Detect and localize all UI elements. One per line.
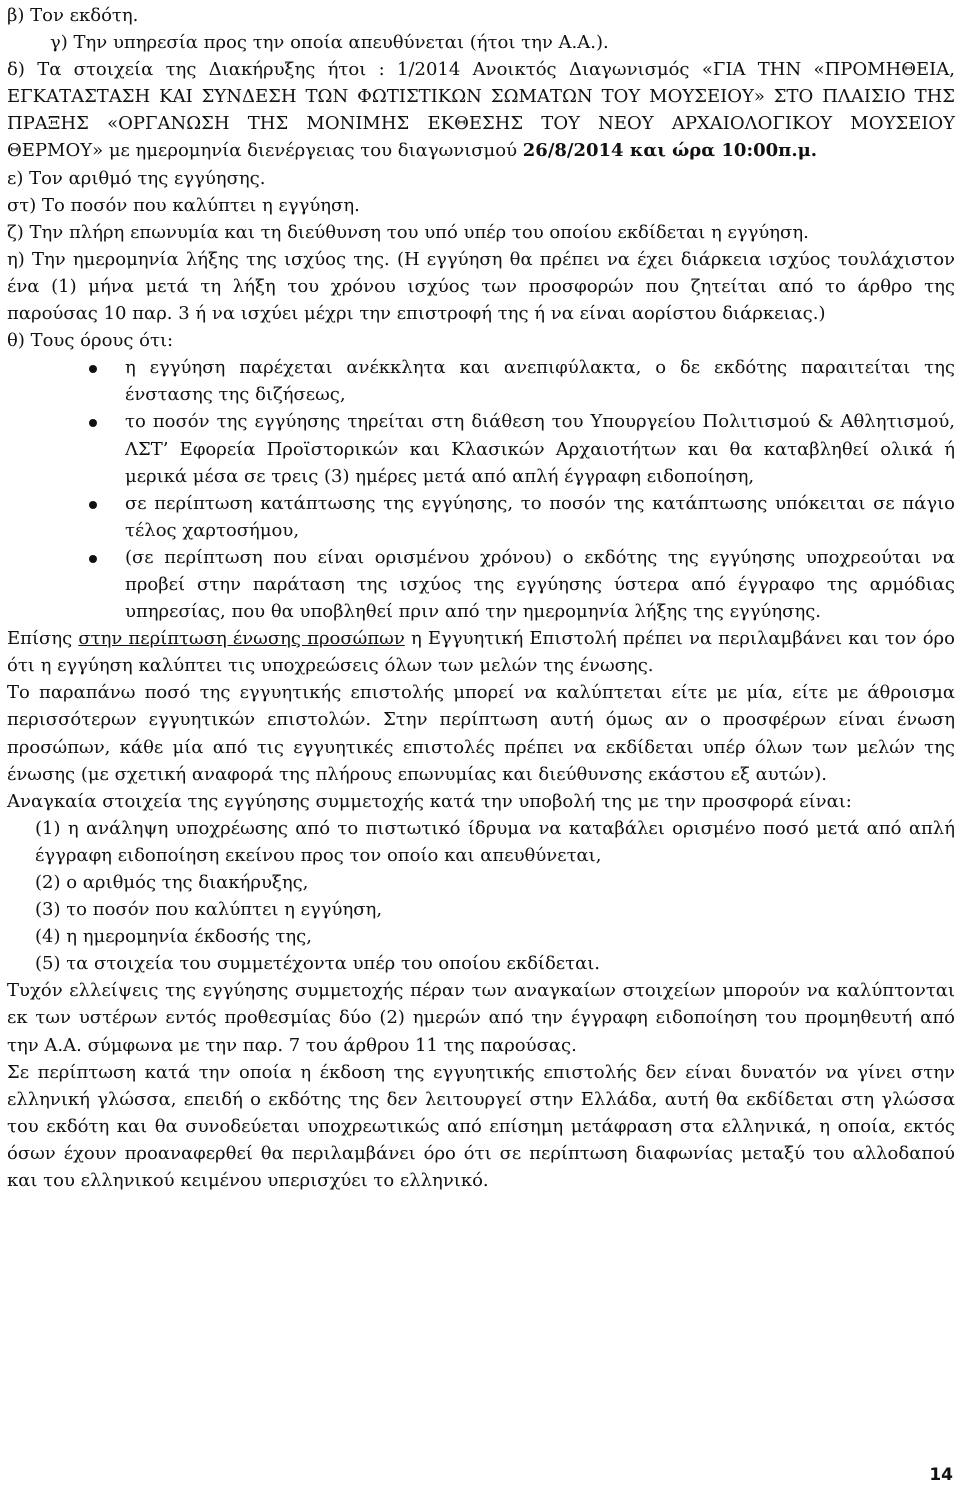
terms-list-item: το ποσόν της εγγύησης τηρείται στη διάθεση του Υπουργείου Πολιτισμού & Αθλητισμού, ΛΣΤ’ Εφορεία Προϊστορικών και Κλασικών Αρχαιοτήτων και θα καταβληθεί ολικά ή μερικά μέσα σε τρεις (3) ημέρες μετά από απλή έγγραφη ειδοποίηση, — [7, 408, 955, 489]
multiple-paragraph: Το παραπάνω ποσό της εγγυητικής επιστολής μπορεί να καλύπτεται είτε με μία, είτε με άθροισμα περισσότερων εγγυητικών επιστολών. Στην περίπτωση αυτή όμως αν ο προσφέρων είναι ένωση προσώπων, κάθε μία από τις εγγυητικές επιστολές πρέπει να εκδίδεται υπέρ όλων των μελών της ένωσης (με σχετική αναφορά της πλήρους επωνυμίας και διεύθυνσης εκάστου εξ αυτών). — [7, 682, 955, 785]
document-body — [7, 2, 955, 1194]
required-title: Αναγκαία στοιχεία της εγγύησης συμμετοχής κατά την υποβολή της με την προσφορά είναι: — [7, 790, 852, 812]
item-h-note: (Η εγγύηση θα πρέπει να έχει διάρκεια ισχύος τουλάχιστον ένα (1) μήνα μετά τη λήξη του χρόνου ισχύος των προσφορών που ζητείται από το άρθρο της παρούσας 10 παρ. 3 ή να ισχύει μέχρι την επιστροφή της ή να είναι αορίστου διάρκειας.) — [7, 248, 955, 325]
item-e: ε) Τον αριθμό της εγγύησης. — [7, 167, 266, 189]
union-pre: Επίσης — [7, 628, 73, 650]
missing-paragraph: Τυχόν ελλείψεις της εγγύησης συμμετοχής πέραν των αναγκαίων στοιχείων μπορούν να καλύπτονται εκ των υστέρων εντός προθεσμίας δύο (2) ημερών από την έγγραφη ειδοποίηση του προμηθευτή από την Α.Α. σύμφωνα με την παρ. 7 του άρθρου 11 της παρούσας. — [7, 980, 955, 1056]
item-th: θ) Τους όρους ότι: — [7, 330, 174, 352]
required-list — [7, 815, 955, 978]
item-d-text: δ) Τα στοιχεία της Διακήρυξης ήτοι : 1/2014 Ανοικτός Διαγωνισμός «ΓΙΑ ΤΗΝ «ΠΡΟΜΗΘΕΙΑ, ΕΓΚΑΤΑΣΤΑΣΗ ΚΑΙ ΣΥΝΔΕΣΗ ΤΩΝ ΦΩΤΙΣΤΙΚΩΝ ΣΩΜΑΤΩΝ ΤΟΥ ΜΟΥΣΕΙΟΥ» ΣΤΟ ΠΛΑΙΣΙΟ ΤΗΣ ΠΡΑΞΗΣ «ΟΡΓΑΝΩΣΗ ΤΗΣ ΜΟΝΙΜΗΣ ΕΚΘΕΣΗΣ ΤΟΥ ΝΕΟΥ ΑΡΧΑΙΟΛΟΓΙΚΟΥ ΜΟΥΣΕΙΟΥ ΘΕΡΜΟΥ» με ημερομηνία διενέργειας του διαγωνισμού — [7, 59, 955, 162]
item-h-label: η) Την ημερομηνία λήξης της ισχύος της. — [7, 248, 390, 270]
item-b: β) Τον εκδότη. — [7, 5, 139, 26]
union-paragraph — [7, 625, 955, 679]
terms-list-item: σε περίπτωση κατάπτωσης της εγγύησης, το ποσόν της κατάπτωσης υπόκειται σε πάγιο τέλος χαρτοσήμου, — [7, 490, 955, 544]
required-list-item: (1) η ανάληψη υποχρέωσης από το πιστωτικό ίδρυμα να καταβάλει ορισμένο ποσό μετά από απλή έγγραφη ειδοποίηση εκείνου προς τον οποίο και απευθύνεται, — [35, 817, 955, 866]
item-d-date: 26/8/2014 και ώρα 10:00π.μ. — [522, 140, 818, 162]
item-h — [7, 246, 955, 327]
terms-list-item: (σε περίπτωση που είναι ορισμένου χρόνου) ο εκδότης της εγγύησης υποχρεούται να προβεί στην παράταση της ισχύος της εγγύησης ύστερα από έγγραφο της αρμόδιας υπηρεσίας, που θα υποβληθεί πριν από την ημερομηνία λήξης της εγγύησης. — [7, 544, 955, 625]
page-number: 14 — [929, 1465, 953, 1485]
translation-paragraph: Σε περίπτωση κατά την οποία η έκδοση της εγγυητικής επιστολής δεν είναι δυνατόν να γίνει στην ελληνική γλώσσα, επειδή ο εκδότης της δεν λειτουργεί στην Ελλάδα, αυτή θα εκδίδεται στη γλώσσα του εκδότη και θα συνοδεύεται υποχρεωτικώς από επίσημη μετάφραση στα ελληνικά, η οποία, εκτός όσων έχουν προαναφερθεί θα περιλαμβάνει όρο ότι σε περίπτωση διαφωνίας μεταξύ του αλλοδαπού και του ελληνικού κειμένου υπερισχύει το ελληνικό. — [7, 1061, 955, 1192]
union-post: η Εγγυητική Επιστολή πρέπει να περιλαμβάνει και τον όρο ότι η εγγύηση καλύπτει τις υποχρεώσεις όλων των μελών της ένωσης. — [7, 628, 955, 677]
required-list-item: (5) τα στοιχεία του συμμετέχοντα υπέρ του οποίου εκδίδεται. — [35, 953, 601, 975]
union-underlined: στην περίπτωση ένωσης προσώπων — [78, 628, 405, 650]
required-list-item: (2) ο αριθμός της διακήρυξης, — [35, 872, 309, 893]
item-d — [7, 56, 955, 164]
item-c: γ) Την υπηρεσία προς την οποία απευθύνεται (ήτοι την Α.Α.). — [50, 32, 609, 54]
terms-list — [7, 354, 955, 625]
required-list-item: (3) το ποσόν που καλύπτει η εγγύηση, — [35, 899, 383, 921]
item-z: ζ) Την πλήρη επωνυμία και τη διεύθυνση του υπό υπέρ του οποίου εκδίδεται η εγγύηση. — [7, 221, 809, 243]
terms-list-item: η εγγύηση παρέχεται ανέκκλητα και ανεπιφύλακτα, ο δε εκδότης παραιτείται της ένστασης της διζήσεως, — [7, 354, 955, 408]
required-list-item: (4) η ημερομηνία έκδοσής της, — [35, 926, 312, 948]
item-st: στ) Το ποσόν που καλύπτει η εγγύηση. — [7, 194, 360, 216]
